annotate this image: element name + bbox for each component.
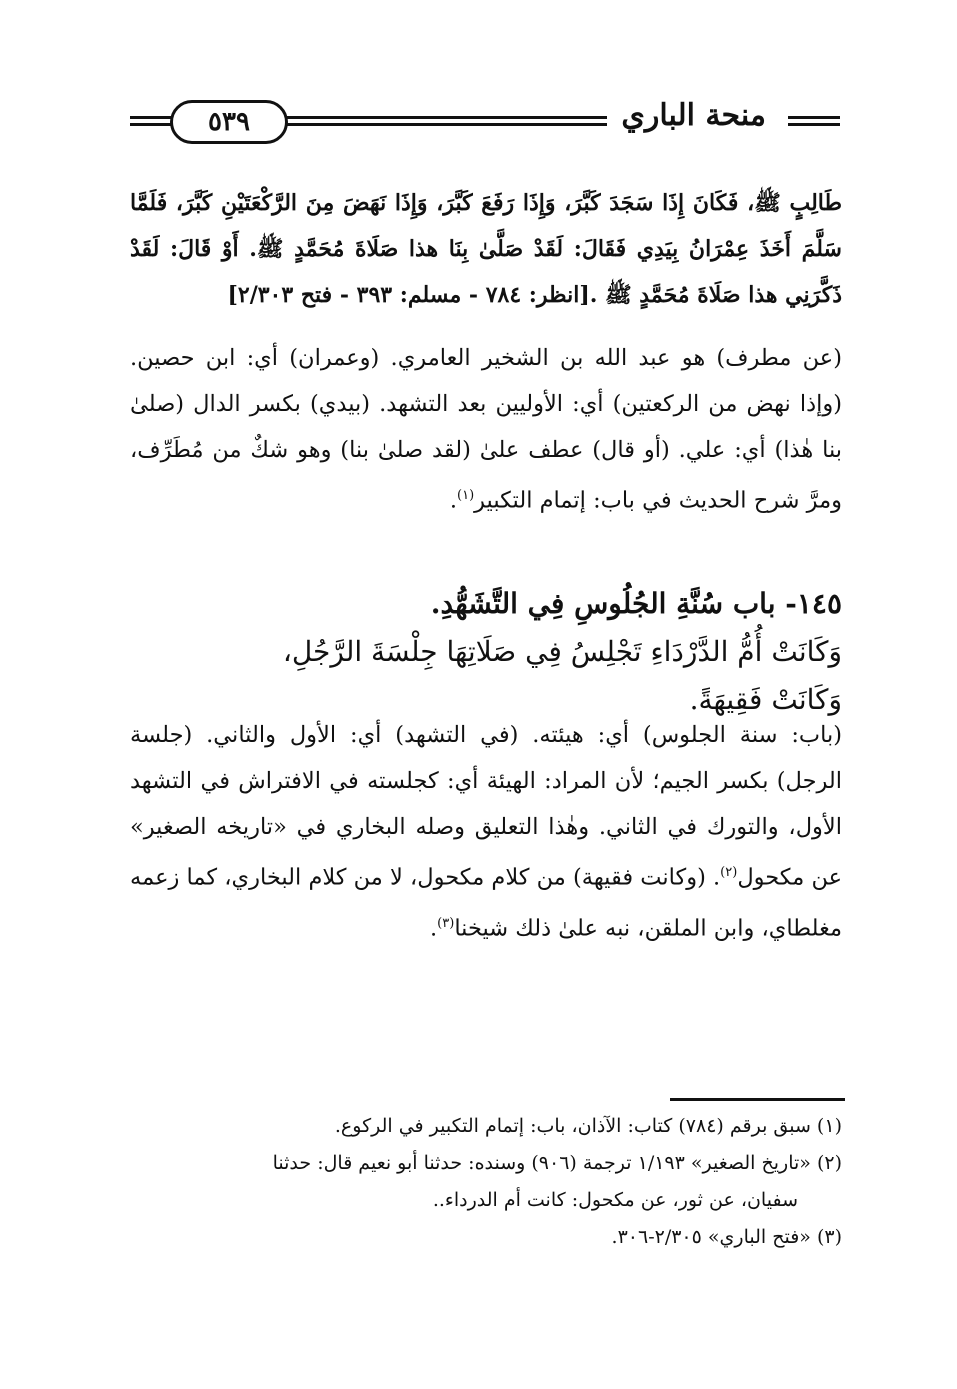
commentary-paragraph-2 [130,712,842,951]
commentary-paragraph-1 [130,335,842,524]
commentary-end: . [430,915,438,941]
header-rule-right [788,116,840,126]
footnote-separator [670,1098,845,1101]
footnote-2: (٢) «تاريخ الصغير» ١/١٩٣ ترجمة (٩٠٦) وسنده: حدثنا أبو نعيم قال: حدثنا [272,1152,842,1174]
chapter-subtext-line: وَكَانَتْ أُمُّ الدَّرْدَاءِ تَجْلِسُ فِي صَلَاتِهَا جِلْسَةَ الرَّجُلِ، [282,635,842,668]
footnote-marker-2: (٢) [720,865,738,880]
page-number: ٥٣٩ [170,100,288,144]
footnote-2-continuation: سفيان، عن ثور، عن مكحول: كانت أم الدرداء.. [432,1189,798,1211]
book-title: منحة الباري [607,98,780,133]
footnote-1: (١) سبق برقم (٧٨٤) كتاب: الآذان، باب: إتمام التكبير في الركوع. [334,1115,842,1137]
commentary-end: . [449,487,457,514]
commentary-text: . (وكانت فقيهة) من كلام مكحول، لا من كلام البخاري، كما زعمه مغلطاي، وابن الملقن، نبه علىٰ ذلك شيخنا [130,864,842,941]
commentary-text: (باب: سنة الجلوس) أي: هيئته. (في التشهد) أي: الأول والثاني. (جلسة الرجل) بكسر الجيم؛ لأن المراد: الهيئة أي: كجلسته في الافتراش في التشهد الأول، والتورك في الثاني. وهٰذا التعليق وصله البخاري في «تاريخه الصغير» عن مكحول [130,722,843,891]
hadith-line: سَلَّمَ أَخَذَ عِمْرَانُ بِيَدِي فَقَالَ: لَقَدْ صَلَّىٰ بِنَا هذا صَلَاةَ مُحَمَّدٍ ﷺ. أَوْ قَالَ: لَقَدْ [130,236,842,262]
footnote-marker-1: (١) [457,488,475,503]
hadith-line: طَالِبٍ ﷺ، فَكَانَ إِذَا سَجَدَ كَبَّرَ، وَإِذَا رَفَعَ كَبَّرَ، وَإِذَا نَهَضَ مِنَ الرَّكْعَتَيْنِ كَبَّرَ، فَلَمَّا [130,190,842,216]
footnote-3: (٣) «فتح الباري» ٢/٣٠٥-٣٠٦. [611,1226,842,1248]
hadith-text [130,180,842,318]
chapter-heading [130,580,842,724]
chapter-subtext-line: وَكَانَتْ فَقِيهَةً. [689,683,842,716]
footnotes [130,1108,842,1256]
footnote-marker-3: (٣) [437,915,455,931]
chapter-title: ١٤٥- باب سُنَّةِ الجُلُوسِ فِي التَّشَهُّدِ. [430,587,842,620]
commentary-text: (عن مطرف) هو عبد الله بن الشخير العامري. (وعمران) أي: ابن حصين. (وإذا نهض من الركعتين) أي: الأوليين بعد التشهد. (بيدي) بكسر الدال (صلىٰ بنا هٰذا) أي: علي. (أو قال) عطف علىٰ (لقد صلىٰ بنا) وهو شكٌ من مُطَرِّف، ومرَّ شرح الحديث في باب: إتمام التكبير [130,345,842,514]
hadith-line: ذَكَّرَنِي هذا صَلَاةَ مُحَمَّدٍ ﷺ .[انظر: ٧٨٤ - مسلم: ٣٩٣ - فتح ٢/٣٠٣] [227,282,842,308]
page-header [130,96,840,156]
